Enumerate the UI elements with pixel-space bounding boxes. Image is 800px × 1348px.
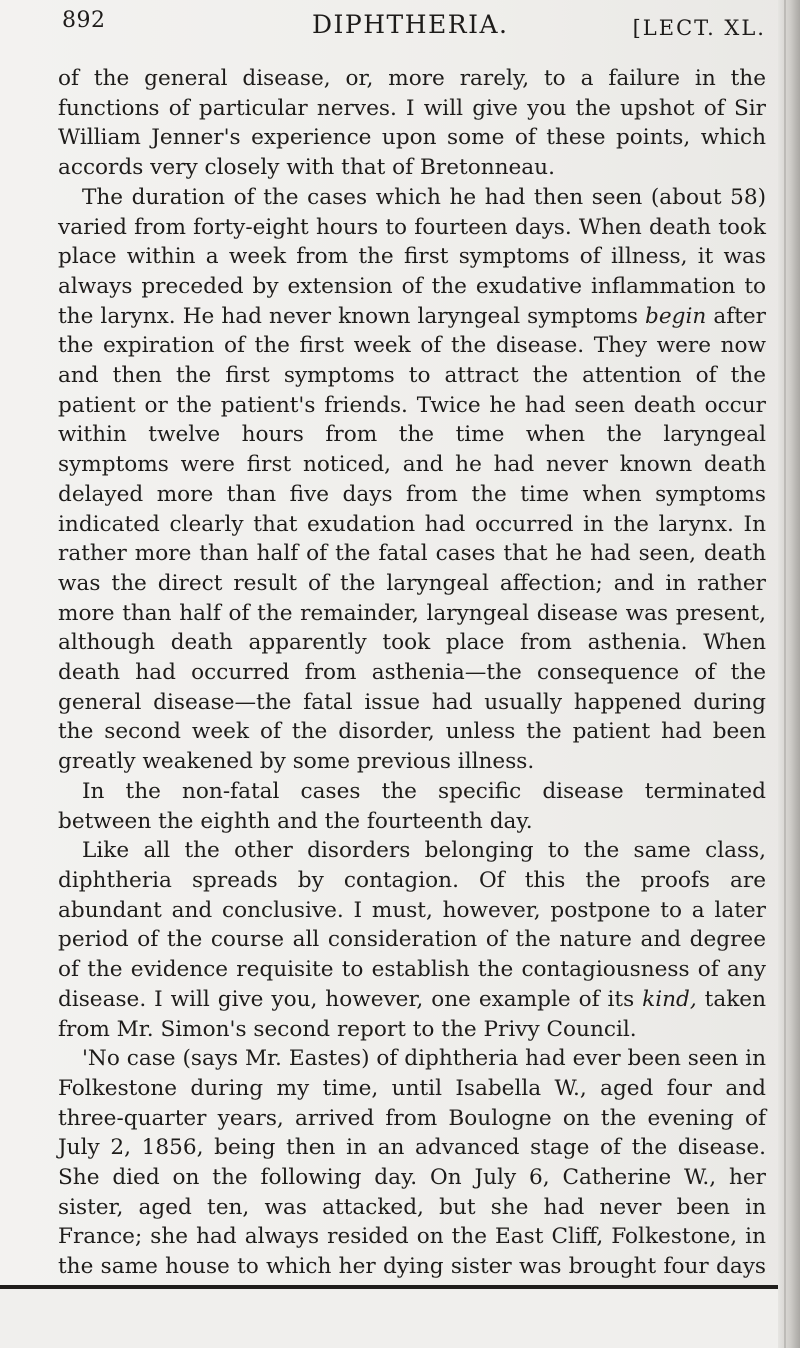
italic-word-begin: begin [645,303,707,329]
paragraph-4-rest: taken from Mr. Simon's second report to the Privy Council. [58,986,766,1042]
paragraph-1: of the general disease, or, more rarely, to a failure in the functions of particular nerves. I will give you the upshot of Sir William Jenner's experience upon some of these points, which accords very closely with that of Bretonneau. [58,66,766,181]
lecture-label: [LECT. XL. [632,16,766,40]
italic-word-kind: kind, [642,986,697,1012]
paragraph-4-start: Like all the other disorders belonging to the same class, diphtheria spreads by contagion. Of this the proofs are abundant and conclusive. I must, however, postpone to a later period of the course all consideration of the nature and degree of the evidence requisite to establish the contagiousness of any disease. I will give you, however, one example of its [58,838,766,1012]
scan-bottom-margin [0,1289,790,1348]
paragraph-4 [58,836,766,1044]
running-head [58,8,766,48]
paragraph-3: In the non-fatal cases the specific disease terminated between the eighth and the fourteenth day. [58,778,766,834]
body-text [58,64,766,1341]
book-spine-edge [778,0,800,1348]
page-number: 892 [62,8,106,33]
paragraph-5-quotation: 'No case (says Mr. Eastes) of diphtheria had ever been seen in Folkestone during my time, until Isabella W., aged four and three-quarter years, arrived from Boulogne on the evening of July 2, 1856, being then in an advanced stage of the disease. She died on the following day. On July 6, Catherine W., her sister, aged ten, was attacked, but she had never been in France; she had always resided on the East Cliff, Folkestone, in the same house to which her dying sister was brought four days [58,1046,766,1280]
chapter-title: DIPHTHERIA. [312,10,509,39]
paragraph-2 [58,183,766,777]
paragraph-2-start: The duration of the cases which he had then seen (about 58) varied from forty-eight hours to fourteen days. When death took place within a week from the first symptoms of illness, it was always preceded by extension of the exudative inflammation to the larynx. He had never known laryngeal symptoms [58,184,766,329]
paragraph-2-rest: after the expiration of the first week of the disease. They were now and then the first symptoms to attract the attention of the patient or the patient's friends. Twice he had seen death occur within twelve hours from the time when the laryngeal symptoms were first noticed, and he had never known death delayed more than five days from the time when symptoms indicated clearly that exudation had occurred in the larynx. In rather more than half of the fatal cases that he had seen, death was the direct result of the laryngeal affection; and in rather more than half of the remainder, laryngeal disease was present, although death apparently took place from asthenia. When death had occurred from asthenia—the consequence of the general disease—the fatal issue had usually happened during the second week of the disorder, unless the patient had been greatly weakened by some previous illness. [58,303,766,775]
